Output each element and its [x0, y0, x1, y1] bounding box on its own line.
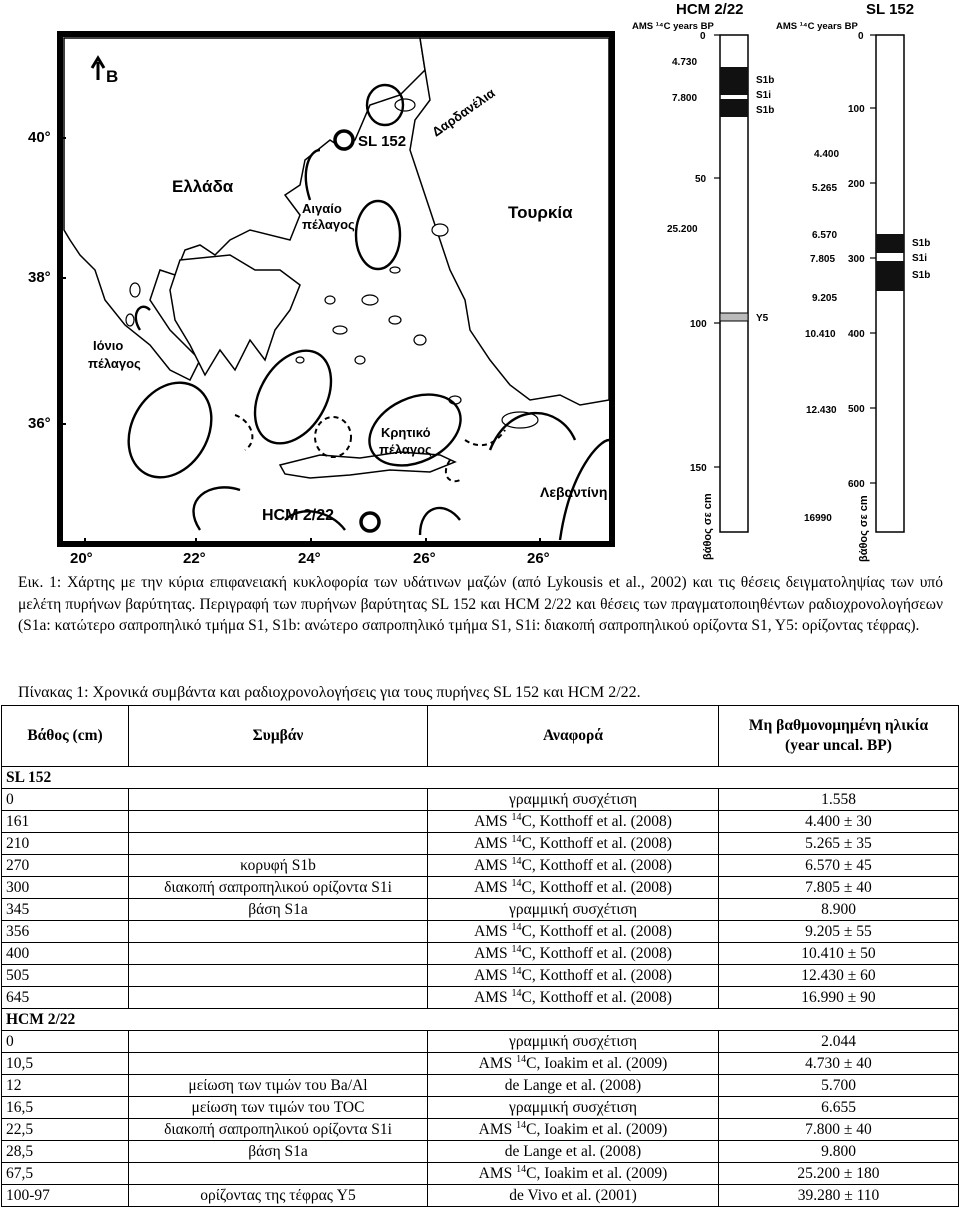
- lon-22: 22°: [183, 550, 206, 567]
- reference-text: C, Ioakim et al. (2009): [526, 1120, 668, 1138]
- sl-age-8: 16990: [804, 513, 832, 524]
- cell-depth: 0: [2, 789, 129, 811]
- cell-event: ορίζοντας της τέφρας Y5: [129, 1185, 428, 1207]
- reference-text: C, Kotthoff et al. (2008): [521, 966, 672, 984]
- section-label: SL 152: [2, 767, 959, 789]
- table-row: [2, 1163, 959, 1185]
- cell-age: 10.410 ± 50: [719, 943, 959, 965]
- cell-age: 1.558: [719, 789, 959, 811]
- cell-reference: AMS $^{14}$C, Ioakim et al. (2009): [428, 1119, 719, 1141]
- label-ionian: Ιόνιο πέλαγος: [88, 338, 141, 371]
- sl-depth-500: 500: [848, 404, 865, 415]
- hcm-s1b-upper: [720, 67, 748, 95]
- reference-text: C, Kotthoff et al. (2008): [521, 834, 672, 852]
- cell-depth: 210: [2, 833, 129, 855]
- cell-event: [129, 811, 428, 833]
- hcm-depth-0: 0: [700, 31, 706, 42]
- cell-depth: 345: [2, 899, 129, 921]
- header-depth: Βάθος (cm): [2, 706, 129, 767]
- cell-depth: 67,5: [2, 1163, 129, 1185]
- table-row: [2, 1119, 959, 1141]
- figure-1: [0, 0, 960, 570]
- cell-event: διακοπή σαπροπηλικού ορίζοντα S1i: [129, 1119, 428, 1141]
- sl-depth-0: 0: [858, 31, 864, 42]
- reference-text: C, Kotthoff et al. (2008): [521, 944, 672, 962]
- chronology-table: [1, 705, 959, 1207]
- cell-reference: AMS $^{14}$C, Ioakim et al. (2009): [428, 1053, 719, 1075]
- cell-reference: AMS $^{14}$C, Kotthoff et al. (2008): [428, 811, 719, 833]
- cell-depth: 16,5: [2, 1097, 129, 1119]
- cell-depth: 356: [2, 921, 129, 943]
- cell-reference: de Lange et al. (2008): [428, 1141, 719, 1163]
- sl-core-title: SL 152: [866, 1, 915, 18]
- hcm-unit-s1b-lower: S1b: [756, 105, 775, 116]
- cell-age: 8.900: [719, 899, 959, 921]
- hcm-unit-s1b-upper: S1b: [756, 75, 775, 86]
- sl-age-4: 7.805: [810, 254, 836, 265]
- sl-depth-300: 300: [848, 254, 865, 265]
- figure-caption: Εικ. 1: Χάρτης με την κύρια επιφανειακή κυκλοφορία των υδάτινων μαζών (από Lykousis et al., 2002) και τις θέσεις δειγματοληψίας των υπό μελέτη πυρήνων βαρύτητας. Περιγραφή των πυρήνων βαρύτητας SL 152 και HCM 2/22 και θέσεις των πραγματοποιηθέντων ραδιοχρονολογήσεων (S1a: κατώτερο σαπροπηλικό τμήμα S1, S1b: ανώτερο σαπροπηλικό τμήμα S1, S1i: διακοπή σαπροπηλικού ορίζοντα S1, Y5: ορίζοντας τέφρας).: [18, 574, 943, 634]
- cell-depth: 161: [2, 811, 129, 833]
- table-row: [2, 789, 959, 811]
- cell-age: 9.205 ± 55: [719, 921, 959, 943]
- sl-depth-100: 100: [848, 104, 865, 115]
- label-sl152: SL 152: [358, 133, 407, 150]
- cell-depth: 22,5: [2, 1119, 129, 1141]
- hcm-core-title: HCM 2/22: [676, 1, 744, 18]
- table-row: [2, 1097, 959, 1119]
- cell-age: 9.800: [719, 1141, 959, 1163]
- hcm-age-2: 7.800: [672, 93, 698, 104]
- sl-depth-600: 600: [848, 479, 865, 490]
- table-row: [2, 943, 959, 965]
- hcm-ams-header: AMS ¹⁴C years BP: [632, 21, 714, 32]
- map-figure: [0, 0, 960, 570]
- hcm-s1b-lower: [720, 99, 748, 117]
- cell-age: 12.430 ± 60: [719, 965, 959, 987]
- cell-depth: 0: [2, 1031, 129, 1053]
- cell-event: βάση S1a: [129, 899, 428, 921]
- sl-unit-s1b-lower: S1b: [912, 270, 931, 281]
- cell-reference: AMS $^{14}$C, Kotthoff et al. (2008): [428, 833, 719, 855]
- cell-event: [129, 943, 428, 965]
- cell-age: 4.730 ± 40: [719, 1053, 959, 1075]
- lon-20: 20°: [70, 550, 93, 567]
- cell-event: [129, 921, 428, 943]
- cell-event: [129, 987, 428, 1009]
- cell-event: διακοπή σαπροπηλικού ορίζοντα S1i: [129, 877, 428, 899]
- table-section-row: [2, 1009, 959, 1031]
- hcm-depth-50: 50: [695, 174, 707, 185]
- table-row: [2, 833, 959, 855]
- cell-reference: γραμμική συσχέτιση: [428, 1097, 719, 1119]
- reference-text: C, Ioakim et al. (2009): [526, 1054, 668, 1072]
- cell-age: 7.805 ± 40: [719, 877, 959, 899]
- table-row: [2, 1185, 959, 1207]
- table-row: [2, 1053, 959, 1075]
- cell-age: 25.200 ± 180: [719, 1163, 959, 1185]
- cell-age: 7.800 ± 40: [719, 1119, 959, 1141]
- cell-reference: de Lange et al. (2008): [428, 1075, 719, 1097]
- cell-age: 5.265 ± 35: [719, 833, 959, 855]
- table-row: [2, 921, 959, 943]
- table-body: [2, 767, 959, 1207]
- table-row: [2, 899, 959, 921]
- cell-age: 6.570 ± 45: [719, 855, 959, 877]
- cell-depth: 12: [2, 1075, 129, 1097]
- hcm-unit-s1i: S1i: [756, 90, 772, 101]
- sl-age-1: 4.400: [814, 149, 840, 160]
- sl-unit-s1i: S1i: [912, 253, 928, 264]
- header-age-label: Μη βαθμονομημένη ηλικία: [748, 717, 929, 734]
- header-reference: Αναφορά: [428, 706, 719, 767]
- table-row: [2, 1141, 959, 1163]
- cell-reference: AMS $^{14}$C, Ioakim et al. (2009): [428, 1163, 719, 1185]
- cell-reference: AMS $^{14}$C, Kotthoff et al. (2008): [428, 965, 719, 987]
- reference-text: C, Kotthoff et al. (2008): [521, 988, 672, 1006]
- hcm-ticks: [714, 35, 720, 467]
- sl-age-6: 10.410: [805, 329, 836, 340]
- cell-depth: 300: [2, 877, 129, 899]
- table-section-row: [2, 767, 959, 789]
- table-row: [2, 855, 959, 877]
- lon-26a: 26°: [413, 550, 436, 567]
- cell-age: 2.044: [719, 1031, 959, 1053]
- hcm-age-3: 25.200: [667, 224, 698, 235]
- lon-24: 24°: [298, 550, 321, 567]
- label-aegean: Αιγαίο πέλαγος: [302, 201, 355, 232]
- cell-reference: γραμμική συσχέτιση: [428, 899, 719, 921]
- cell-age: 39.280 ± 110: [719, 1185, 959, 1207]
- label-levantine: Λεβαντίνη: [540, 484, 608, 500]
- hcm-depth-axis-label: βάθος σε cm: [702, 493, 714, 560]
- cell-event: μείωση των τιμών του TOC: [129, 1097, 428, 1119]
- cell-depth: 505: [2, 965, 129, 987]
- label-greece: Ελλάδα: [172, 177, 234, 196]
- lat-36: 36°: [28, 415, 51, 432]
- table-row: [2, 1031, 959, 1053]
- cell-event: [129, 833, 428, 855]
- hcm-depth-150: 150: [690, 463, 707, 474]
- lat-40: 40°: [28, 129, 51, 146]
- hcm-depth-100: 100: [690, 319, 707, 330]
- reference-text: C, Kotthoff et al. (2008): [521, 812, 672, 830]
- hcm-unit-y5: Y5: [756, 313, 769, 324]
- sl-depth-axis-label: βάθος σε cm: [858, 495, 870, 562]
- cell-age: 4.400 ± 30: [719, 811, 959, 833]
- sl152-site-marker: [335, 131, 353, 149]
- sl-age-2: 5.265: [812, 183, 838, 194]
- cell-age: 5.700: [719, 1075, 959, 1097]
- cell-event: μείωση των τιμών του Ba/Al: [129, 1075, 428, 1097]
- sl-age-3: 6.570: [812, 230, 838, 241]
- table-row: [2, 965, 959, 987]
- label-cretan: Κρητικό πέλαγος: [379, 425, 432, 457]
- cell-reference: AMS $^{14}$C, Kotthoff et al. (2008): [428, 877, 719, 899]
- header-age: [719, 706, 959, 767]
- sl-depth-200: 200: [848, 179, 865, 190]
- label-hcm222: HCM 2/22: [262, 507, 335, 524]
- reference-text: C, Kotthoff et al. (2008): [521, 878, 672, 896]
- cell-reference: γραμμική συσχέτιση: [428, 789, 719, 811]
- cell-event: βάση S1a: [129, 1141, 428, 1163]
- north-label: B: [106, 67, 119, 86]
- cell-age: 6.655: [719, 1097, 959, 1119]
- hcm-age-1: 4.730: [672, 57, 698, 68]
- hcm222-site-marker: [361, 513, 379, 531]
- cell-depth: 10,5: [2, 1053, 129, 1075]
- cell-event: [129, 1053, 428, 1075]
- header-event: Συμβάν: [129, 706, 428, 767]
- cell-depth: 400: [2, 943, 129, 965]
- cell-depth: 270: [2, 855, 129, 877]
- cell-event: [129, 965, 428, 987]
- label-dardanelles: Δαρδανέλια: [429, 85, 498, 140]
- sl-age-7: 12.430: [806, 405, 837, 416]
- cell-reference: AMS $^{14}$C, Kotthoff et al. (2008): [428, 943, 719, 965]
- cell-event: [129, 1031, 428, 1053]
- table-row: [2, 987, 959, 1009]
- section-label: HCM 2/22: [2, 1009, 959, 1031]
- table-row: [2, 811, 959, 833]
- reference-text: C, Kotthoff et al. (2008): [521, 856, 672, 874]
- cell-reference: AMS $^{14}$C, Kotthoff et al. (2008): [428, 855, 719, 877]
- lat-38: 38°: [28, 269, 51, 286]
- cell-event: [129, 789, 428, 811]
- sl-age-5: 9.205: [812, 293, 838, 304]
- cell-reference: γραμμική συσχέτιση: [428, 1031, 719, 1053]
- table-header-row: [2, 706, 959, 767]
- cell-depth: 100-97: [2, 1185, 129, 1207]
- sl-s1b-lower: [876, 261, 904, 291]
- table-title: Πίνακας 1: Χρονικά συμβάντα και ραδιοχρονολογήσεις για τους πυρήνες SL 152 και HCM 2/22.: [18, 684, 641, 701]
- header-age-unit: (year uncal. BP): [785, 737, 892, 754]
- cell-depth: 645: [2, 987, 129, 1009]
- lon-26b: 26°: [527, 550, 550, 567]
- reference-text: C, Ioakim et al. (2009): [526, 1164, 668, 1182]
- cell-reference: AMS $^{14}$C, Kotthoff et al. (2008): [428, 921, 719, 943]
- sl-ams-header: AMS ¹⁴C years BP: [776, 21, 858, 32]
- sl-ticks: [870, 35, 876, 483]
- label-turkey: Τουρκία: [508, 203, 573, 222]
- table-row: [2, 1075, 959, 1097]
- sl-s1b-upper: [876, 234, 904, 253]
- sl-unit-s1b-upper: S1b: [912, 238, 931, 249]
- cell-reference: AMS $^{14}$C, Kotthoff et al. (2008): [428, 987, 719, 1009]
- hcm-y5-layer: [720, 313, 748, 321]
- cell-reference: de Vivo et al. (2001): [428, 1185, 719, 1207]
- cell-depth: 28,5: [2, 1141, 129, 1163]
- table-row: [2, 877, 959, 899]
- sl-depth-400: 400: [848, 329, 865, 340]
- cell-event: [129, 1163, 428, 1185]
- reference-text: C, Kotthoff et al. (2008): [521, 922, 672, 940]
- cell-age: 16.990 ± 90: [719, 987, 959, 1009]
- cell-event: κορυφή S1b: [129, 855, 428, 877]
